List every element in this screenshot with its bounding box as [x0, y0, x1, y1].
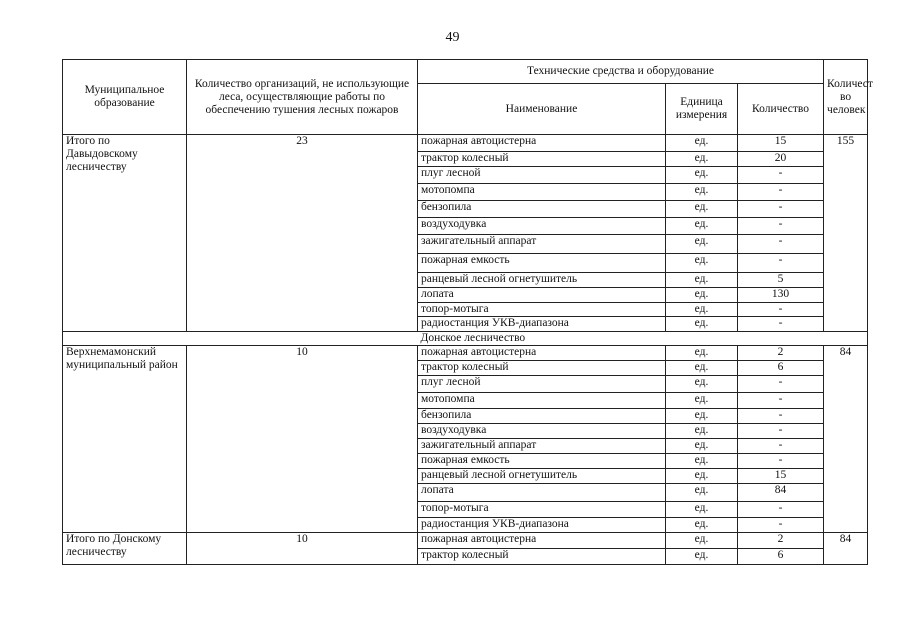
- unit-cell: ед.: [666, 273, 738, 288]
- section-row: [63, 332, 868, 346]
- header-people: Количест во человек: [824, 60, 868, 135]
- quantity-cell: -: [738, 201, 824, 218]
- unit-cell: ед.: [666, 549, 738, 565]
- equipment-name-cell: радиостанция УКВ-диапазона: [418, 317, 666, 332]
- equipment-name-cell: лопата: [418, 484, 666, 502]
- quantity-cell: -: [738, 409, 824, 424]
- unit-cell: ед.: [666, 288, 738, 303]
- quantity-cell: -: [738, 254, 824, 273]
- unit-cell: ед.: [666, 454, 738, 469]
- equipment-name-cell: пожарная автоцистерна: [418, 533, 666, 549]
- quantity-cell: -: [738, 218, 824, 235]
- quantity-cell: -: [738, 454, 824, 469]
- table-row: [63, 135, 868, 152]
- quantity-cell: -: [738, 439, 824, 454]
- equipment-name-cell: плуг лесной: [418, 167, 666, 184]
- quantity-cell: -: [738, 424, 824, 439]
- org-count-cell: 23: [187, 135, 418, 332]
- unit-cell: ед.: [666, 393, 738, 409]
- equipment-name-cell: пожарная автоцистерна: [418, 135, 666, 152]
- unit-cell: ед.: [666, 439, 738, 454]
- unit-cell: ед.: [666, 376, 738, 393]
- equipment-name-cell: радиостанция УКВ-диапазона: [418, 518, 666, 533]
- header-municipality: Муниципальное образование: [63, 60, 187, 135]
- quantity-cell: -: [738, 317, 824, 332]
- equipment-name-cell: воздуходувка: [418, 218, 666, 235]
- unit-cell: ед.: [666, 201, 738, 218]
- quantity-cell: 15: [738, 469, 824, 484]
- header-tech: Технические средства и оборудование: [418, 60, 824, 84]
- unit-cell: ед.: [666, 469, 738, 484]
- equipment-name-cell: трактор колесный: [418, 152, 666, 167]
- unit-cell: ед.: [666, 361, 738, 376]
- equipment-name-cell: трактор колесный: [418, 361, 666, 376]
- quantity-cell: -: [738, 303, 824, 317]
- unit-cell: ед.: [666, 184, 738, 201]
- quantity-cell: 5: [738, 273, 824, 288]
- equipment-name-cell: воздуходувка: [418, 424, 666, 439]
- equipment-name-cell: пожарная емкость: [418, 454, 666, 469]
- org-count-cell: 10: [187, 533, 418, 565]
- unit-cell: ед.: [666, 409, 738, 424]
- unit-cell: ед.: [666, 346, 738, 361]
- page-number: 49: [445, 30, 460, 45]
- equipment-name-cell: ранцевый лесной огнетушитель: [418, 273, 666, 288]
- equipment-name-cell: лопата: [418, 288, 666, 303]
- unit-cell: ед.: [666, 152, 738, 167]
- municipality-cell: Итого по Донскому лесничеству: [63, 533, 187, 565]
- unit-cell: ед.: [666, 303, 738, 317]
- equipment-name-cell: пожарная автоцистерна: [418, 346, 666, 361]
- municipality-cell: Верхнемамонский муниципальный район: [63, 346, 187, 533]
- header-unit: Единица измерения: [666, 84, 738, 135]
- quantity-cell: 2: [738, 533, 824, 549]
- unit-cell: ед.: [666, 533, 738, 549]
- equipment-name-cell: зажигательный аппарат: [418, 235, 666, 254]
- unit-cell: ед.: [666, 135, 738, 152]
- header-org-count: Количество организаций, не использующие леса, осуществляющие работы по обеспечению тушения лесных пожаров: [187, 60, 418, 135]
- quantity-cell: 130: [738, 288, 824, 303]
- quantity-cell: 20: [738, 152, 824, 167]
- quantity-cell: 15: [738, 135, 824, 152]
- unit-cell: ед.: [666, 502, 738, 518]
- equipment-name-cell: топор-мотыга: [418, 303, 666, 317]
- table-row: [63, 346, 868, 361]
- people-count-cell: 84: [824, 533, 868, 565]
- equipment-name-cell: мотопомпа: [418, 393, 666, 409]
- section-spacer: [63, 332, 418, 346]
- unit-cell: ед.: [666, 235, 738, 254]
- equipment-name-cell: пожарная емкость: [418, 254, 666, 273]
- quantity-cell: -: [738, 167, 824, 184]
- unit-cell: ед.: [666, 484, 738, 502]
- quantity-cell: 6: [738, 361, 824, 376]
- people-count-cell: 84: [824, 346, 868, 533]
- table-row: [63, 533, 868, 549]
- unit-cell: ед.: [666, 518, 738, 533]
- quantity-cell: 6: [738, 549, 824, 565]
- equipment-name-cell: трактор колесный: [418, 549, 666, 565]
- unit-cell: ед.: [666, 317, 738, 332]
- quantity-cell: 2: [738, 346, 824, 361]
- quantity-cell: -: [738, 393, 824, 409]
- equipment-name-cell: бензопила: [418, 201, 666, 218]
- header-name: Наименование: [418, 84, 666, 135]
- quantity-cell: -: [738, 184, 824, 201]
- table-body: [63, 135, 868, 565]
- equipment-name-cell: топор-мотыга: [418, 502, 666, 518]
- unit-cell: ед.: [666, 424, 738, 439]
- equipment-table: [62, 59, 873, 565]
- header-quantity: Количество: [738, 84, 824, 135]
- quantity-cell: 84: [738, 484, 824, 502]
- unit-cell: ед.: [666, 218, 738, 235]
- equipment-name-cell: ранцевый лесной огнетушитель: [418, 469, 666, 484]
- unit-cell: ед.: [666, 167, 738, 184]
- quantity-cell: -: [738, 235, 824, 254]
- people-count-cell: 155: [824, 135, 868, 332]
- org-count-cell: 10: [187, 346, 418, 533]
- quantity-cell: -: [738, 376, 824, 393]
- equipment-name-cell: зажигательный аппарат: [418, 439, 666, 454]
- equipment-name-cell: мотопомпа: [418, 184, 666, 201]
- equipment-name-cell: бензопила: [418, 409, 666, 424]
- municipality-cell: Итого по Давыдовскому лесничеству: [63, 135, 187, 332]
- section-title: Донское лесничество: [418, 332, 868, 346]
- quantity-cell: -: [738, 518, 824, 533]
- equipment-name-cell: плуг лесной: [418, 376, 666, 393]
- quantity-cell: -: [738, 502, 824, 518]
- unit-cell: ед.: [666, 254, 738, 273]
